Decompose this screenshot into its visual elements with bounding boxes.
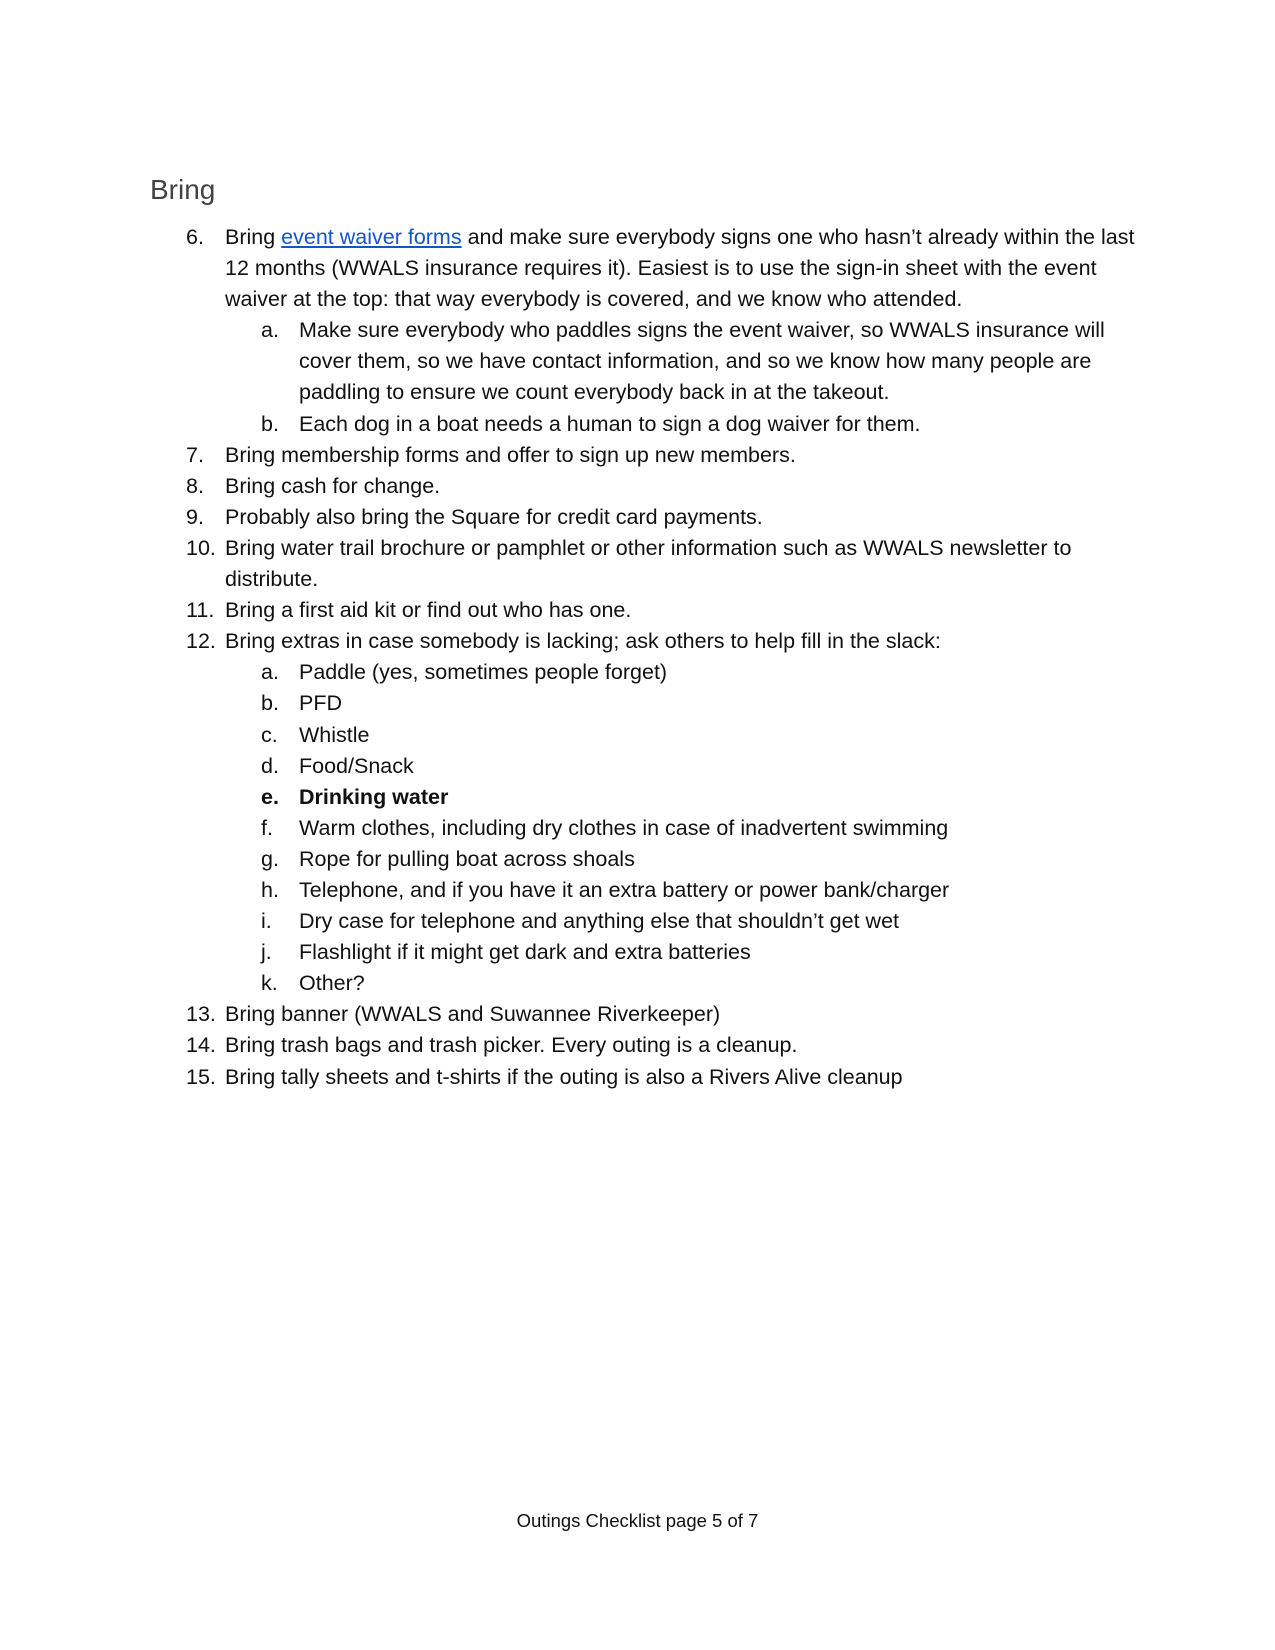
sub-item-letter: f. [261,815,273,840]
list-item-number: 8. [186,473,204,498]
sub-item-letter: e. [261,784,279,809]
list-item-10 [186,533,1146,595]
section-heading: Bring [150,174,216,205]
list-item-text: Bring a first aid kit or find out who has one. [225,598,632,623]
list-item-number: 10. [186,535,216,560]
list-item-number: 12. [186,629,216,654]
sub-item-12j [261,937,1146,968]
sub-item-12h [261,875,1146,906]
sub-item-text: Drinking water [299,784,449,809]
sub-item-12f [261,813,1146,844]
sub-item-12e [261,782,1146,813]
list-item-number: 6. [186,225,204,249]
list-item-15 [186,1062,1146,1093]
sub-item-letter: j. [261,940,272,965]
sub-item-12c [261,720,1146,751]
sub-item-letter: g. [261,846,279,871]
sub-item-6a [261,315,1146,408]
sub-item-letter: i. [261,909,272,934]
list-item-text: Bring water trail brochure or pamphlet or other information such as WWALS newsletter to distribute. [225,535,1072,592]
sub-item-text: Make sure everybody who paddles signs the event waiver, so WWALS insurance will cover them, so we have contact information, and so we know how many people are paddling to ensure we count everybody back in at the takeout. [299,318,1105,405]
sub-item-text: Telephone, and if you have it an extra battery or power bank/charger [299,877,950,902]
sub-item-text: Food/Snack [299,753,414,778]
list-item-text: Bring tally sheets and t-shirts if the outing is also a Rivers Alive cleanup [225,1064,903,1089]
sub-item-12b [261,688,1146,719]
list-item-14 [186,1030,1146,1061]
sub-item-text: PFD [299,691,342,716]
sub-item-12a [261,657,1146,688]
list-item-8 [186,471,1146,502]
list-item-text: Probably also bring the Square for credit card payments. [225,504,763,529]
list-item-text: Bring extras in case somebody is lacking; ask others to help fill in the slack: [225,629,941,654]
sub-item-text: Other? [299,971,365,996]
sub-item-letter: c. [261,722,278,747]
page-footer: Outings Checklist page 5 of 7 [516,1510,759,1531]
sub-item-12k [261,968,1146,999]
sub-item-letter: k. [261,971,278,996]
sub-item-text: Paddle (yes, sometimes people forget) [299,660,668,685]
sub-item-12g [261,844,1146,875]
list-item-7 [186,440,1146,471]
list-item-text-pre: Bring [225,225,282,249]
list-item-9 [186,502,1146,533]
list-item-number: 11. [186,598,215,623]
sub-item-letter: d. [261,753,279,778]
list-item-text-post: and make sure everybody signs one who hasn’t already within the last 12 months (WWALS insurance requires it). Easiest is to use the sign-in sheet with the event waiver at the top: that way everybody is covered, and we know who attended. [225,225,1135,312]
checklist [186,222,1146,1093]
sub-item-12i [261,906,1146,937]
sub-item-letter: a. [261,318,279,343]
sub-item-letter: h. [261,877,279,902]
list-item-number: 13. [186,1002,216,1027]
list-item-number: 14. [186,1033,216,1058]
sub-item-text: Whistle [299,722,370,747]
list-item-number: 7. [186,442,204,467]
sub-item-text: Warm clothes, including dry clothes in case of inadvertent swimming [299,815,949,840]
list-item-text: Bring trash bags and trash picker. Every outing is a cleanup. [225,1033,798,1058]
list-item-number: 9. [186,504,204,529]
list-item-6 [186,222,1146,315]
sub-item-text: Each dog in a boat needs a human to sign a dog waiver for them. [299,411,921,436]
sub-item-letter: b. [261,411,279,436]
list-item-text: Bring membership forms and offer to sign up new members. [225,442,796,467]
sub-item-letter: b. [261,691,279,716]
sub-item-text: Rope for pulling boat across shoals [299,846,635,871]
list-item-text: Bring banner (WWALS and Suwannee Riverkeeper) [225,1002,721,1027]
sub-item-letter: a. [261,660,279,685]
sub-item-text: Flashlight if it might get dark and extra batteries [299,940,751,965]
list-item-number: 15. [186,1064,216,1089]
sub-item-text: Dry case for telephone and anything else that shouldn’t get wet [299,909,899,934]
sub-item-6b [261,409,1146,440]
sub-item-12d [261,751,1146,782]
list-item-13 [186,999,1146,1030]
list-item-text: Bring cash for change. [225,473,441,498]
list-item-11 [186,595,1146,626]
event-waiver-forms-link[interactable]: event waiver forms [281,225,462,249]
list-item-12 [186,626,1146,657]
